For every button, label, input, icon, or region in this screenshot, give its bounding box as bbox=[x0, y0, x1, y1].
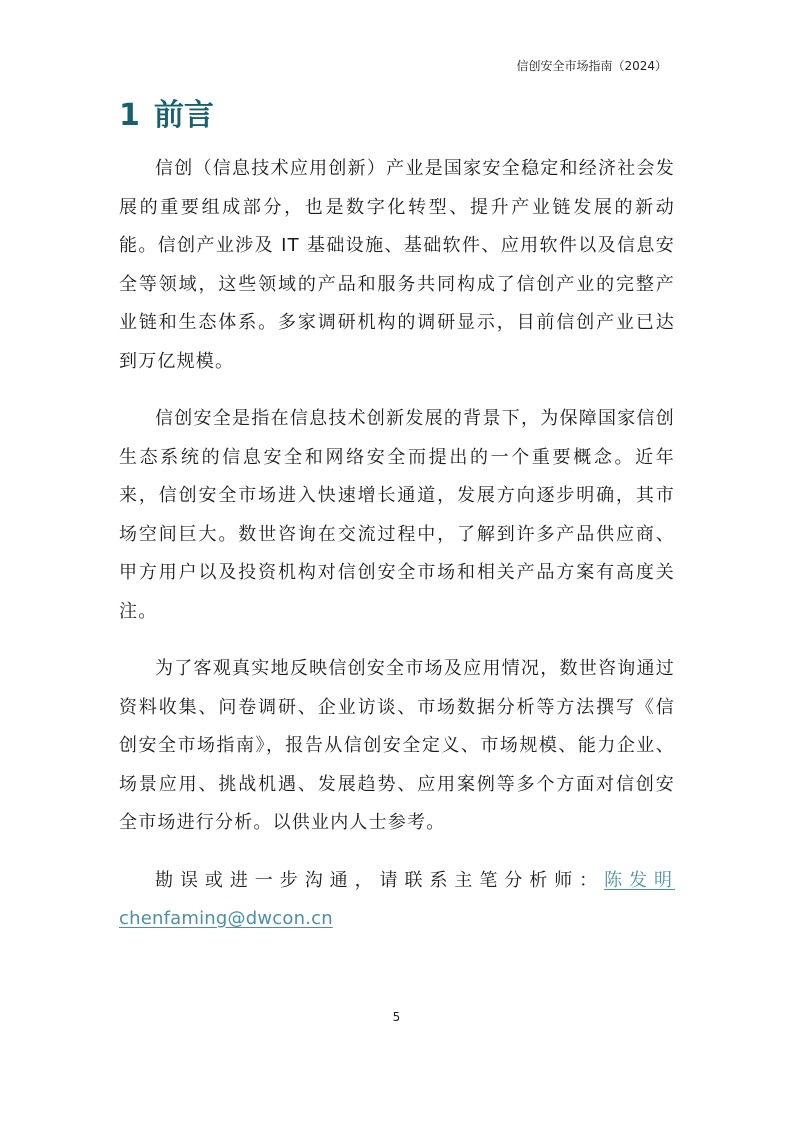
body-text bbox=[119, 150, 675, 939]
email-line bbox=[119, 900, 675, 939]
paragraph-purpose: 为了客观真实地反映信创安全市场及应用情况，数世咨询通过资料收集、问卷调研、企业访谈、市场数据分析等方法撰写《信创安全市场指南》，报告从信创安全定义、市场规模、能力企业、场景应用、挑战机遇、发展趋势、应用案例等多个方面对信创安全市场进行分析。以供业内人士参考。 bbox=[119, 658, 675, 833]
contact-text: 勘误或进一步沟通，请联系主笔分析师： bbox=[155, 869, 605, 891]
chapter-number: 1 bbox=[119, 98, 140, 133]
paragraph-intro: 信创（信息技术应用创新）产业是国家安全稳定和经济社会发展的重要组成部分，也是数字化转型、提升产业链发展的新动能。信创产业涉及 IT 基础设施、基础软件、应用软件以及信息安全等领域，这些领域的产品和服务共同构成了信创产业的完整产业链和生态体系。多家调研机构的调研显示，目前信创产业已达到万亿规模。 bbox=[119, 158, 675, 372]
analyst-email-link[interactable]: chenfaming@dwcon.cn bbox=[119, 908, 333, 929]
running-header: 信创安全市场指南（2024） bbox=[516, 59, 667, 73]
analyst-name-link[interactable]: 陈发明 bbox=[604, 869, 676, 891]
page-number: 5 bbox=[392, 1010, 401, 1024]
paragraph-definition: 信创安全是指在信息技术创新发展的背景下，为保障国家信创生态系统的信息安全和网络安全而提出的一个重要概念。近年来，信创安全市场进入快速增长通道，发展方向逐步明确，其市场空间巨大。数世咨询在交流过程中，了解到许多产品供应商、甲方用户以及投资机构对信创安全市场和相关产品方案有高度关注。 bbox=[119, 408, 675, 622]
chapter-title bbox=[119, 96, 214, 136]
chapter-title-text: 前言 bbox=[153, 98, 214, 133]
contact-paragraph bbox=[119, 862, 675, 901]
